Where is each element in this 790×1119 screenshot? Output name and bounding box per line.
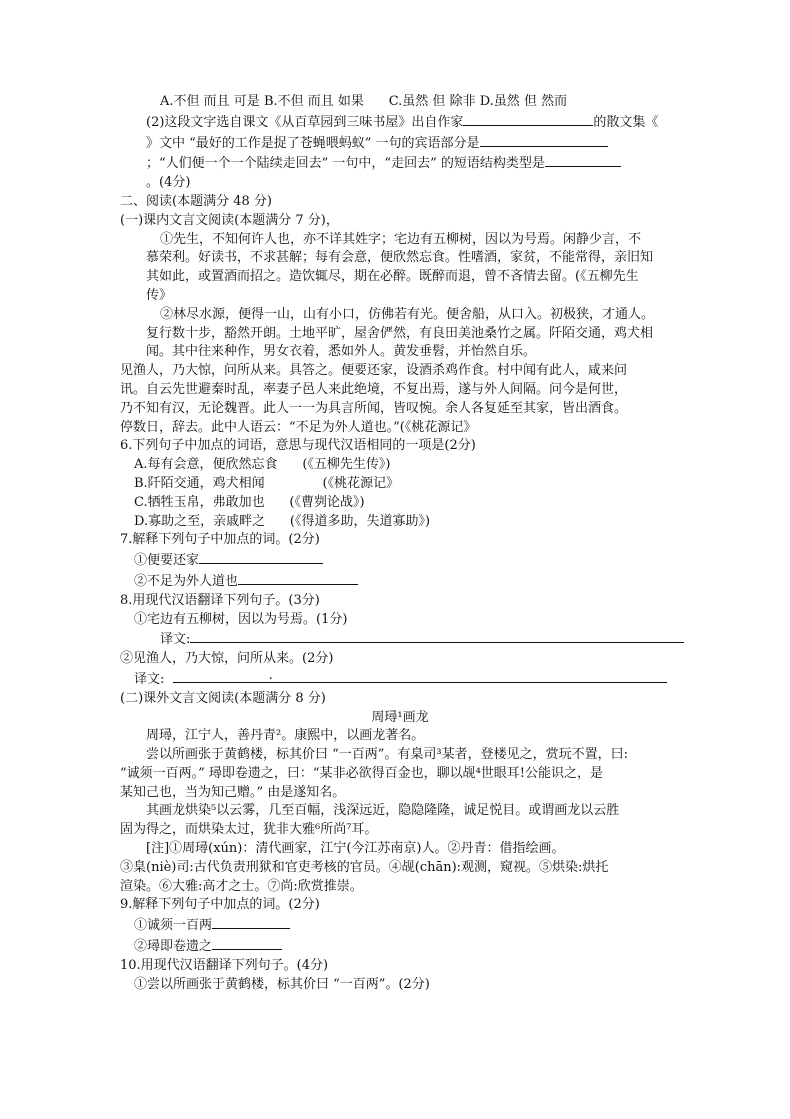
q6-c-source: (《曹刿论战》) — [289, 494, 365, 510]
q10-stem: 10.用现代汉语翻译下列句子。(4分) — [120, 957, 329, 973]
passage3-line: 尝以所画张于黄鹤楼，标其价曰 “一百两”。有臬司³某者，登楼见之，赏玩不置，曰: — [146, 747, 629, 763]
q8-translation-1 — [120, 629, 680, 650]
q9-item-1 — [120, 915, 680, 936]
q2-line-4: 。(4分) — [146, 175, 191, 191]
q1-option-b: B.不但 而且 如果 — [263, 94, 364, 109]
q1-option-a: A.不但 而且 可是 — [160, 94, 260, 109]
author-blank[interactable] — [463, 112, 593, 126]
q2-text-1: (2)这段文字选自课文《从百草园到三味书屋》出自作家 — [146, 114, 464, 130]
q10-item-1: ①尝以所画张于黄鹤楼，标其价曰 “一百两”。(2分) — [134, 976, 430, 992]
q7-answer-1[interactable] — [199, 550, 323, 564]
q2-text-3: ；“人们便一个一个陆续走回去” 一句中，“走回去” 的短语结构类型是 — [146, 156, 545, 172]
object-blank[interactable] — [480, 133, 608, 147]
translation-label: 译文: — [134, 671, 165, 687]
q9-item-2-text: ②璕即卷遗之 — [134, 939, 213, 955]
q1-options — [120, 93, 680, 112]
passage3-line: 其画龙烘染⁵以云雾，几至百幅，浅深远近，隐隐隆隆，诚足悦目。或谓画龙以云胜 — [146, 803, 620, 819]
exam-page — [120, 93, 680, 994]
q1-option-c: C.虽然 但 除非 — [388, 94, 476, 109]
translation-label: 译文: — [160, 632, 191, 648]
q7-stem: 7.解释下列句子中加点的词。(2分) — [120, 532, 320, 548]
q2-line-2 — [120, 133, 680, 154]
q6-option-c — [120, 494, 680, 513]
q8-stem: 8.用现代汉语翻译下列句子。(3分) — [120, 592, 320, 608]
q7-item-1-text: ①便要还家 — [134, 553, 200, 569]
q2-text-1b: 的散文集《 — [593, 114, 659, 130]
q8-answer-2[interactable] — [173, 669, 667, 683]
notes-line: [注]①周璕(xún)：清代画家，江宁(今江苏南京)人。②丹青：借指绘画。 — [146, 841, 565, 857]
q1-option-d: D.虽然 但 然而 — [479, 94, 568, 109]
q6-b-text: B.阡陌交通，鸡犬相闻 — [134, 475, 265, 491]
passage3-line: 某知己也，当为知己赠。” 由是遂知名。 — [120, 784, 346, 800]
passage3-line: 周璕，江宁人，善丹青²。康熙中，以画龙著名。 — [146, 728, 425, 744]
q6-option-b — [120, 475, 680, 494]
passage2-line: 停数日，辞去。此中人语云：“不足为外人道也。”(《桃花源记》 — [120, 419, 477, 435]
passage2-line: 讯。自云先世避秦时乱，率妻子邑人来此绝境，不复出焉，遂与外人间隔。问今是何世， — [120, 381, 628, 397]
q2-line-3 — [120, 153, 680, 174]
q7-answer-2[interactable] — [238, 571, 358, 585]
q7-item-2 — [120, 571, 680, 592]
notes-line: 渲染。⑥大雅:高才之士。⑦尚:欣赏推崇。 — [120, 878, 363, 894]
passage2-line: 复行数十步，豁然开朗。土地平旷，屋舍俨然，有良田美池桑竹之属。阡陌交通，鸡犬相 — [146, 325, 654, 341]
q9-item-2 — [120, 936, 680, 957]
q6-option-a — [120, 456, 680, 475]
structure-blank[interactable] — [545, 153, 621, 167]
section-2-heading: 二、阅读(本题满分 48 分) — [120, 193, 272, 209]
q6-a-text: A.每有会意，便欣然忘食 — [134, 457, 278, 473]
passage1-line: 慕荣利。好读书，不求甚解；每有会意，便欣然忘食。性嗜酒，家贫，不能常得，亲旧知 — [146, 250, 654, 266]
q8-answer-1[interactable] — [190, 629, 684, 643]
passage1-line: 其如此，或置酒而招之。造饮辄尽，期在必醉。既醉而退，曾不吝情去留。(《五柳先生 — [146, 269, 639, 285]
q6-d-source: (《得道多助，失道寡助》) — [289, 513, 431, 529]
subsection-1-heading: (一)课内文言文阅读(本题满分 7 分)， — [120, 212, 339, 228]
q6-a-source: (《五柳先生传》) — [302, 457, 391, 473]
q2-line-1 — [120, 112, 680, 133]
passage2-line: 乃不知有汉，无论魏晋。此人一一为具言所闻，皆叹惋。余人各复延至其家，皆出酒食。 — [120, 400, 628, 416]
q6-option-d — [120, 513, 680, 532]
notes-line: ③臬(niè)司:古代负责刑狱和官吏考核的官员。④觇(chān):观测，窥视。⑤烘染:烘托 — [120, 859, 609, 875]
passage2-line: 见渔人，乃大惊，问所从来。具答之。便要还家，设酒杀鸡作食。村中闻有此人，咸来问 — [120, 363, 628, 379]
q6-b-source: (《桃花源记》 — [322, 475, 400, 491]
passage1-line: 传》 — [146, 287, 173, 303]
passage2-line: ②林尽水源，便得一山，山有小口，仿佛若有光。便舍船，从口入。初极狭，才通人。 — [160, 306, 655, 322]
q6-d-text: D.寡助之至，亲戚畔之 — [134, 513, 266, 529]
passage-title: 周璕¹画龙 — [371, 709, 429, 725]
q9-answer-1[interactable] — [212, 915, 290, 929]
q6-stem: 6.下列句子中加点的词语，意思与现代汉语相同的一项是(2分) — [120, 438, 476, 454]
q8-translation-2 — [120, 669, 680, 690]
q8-item-2: ②见渔人，乃大惊，问所从来。(2分) — [120, 651, 334, 667]
passage3-line: “诚须一百两。” 璕即卷遗之，曰：“某非必欲得百金也，聊以觇⁴世眼耳!公能识之，是 — [120, 765, 604, 781]
subsection-2-heading: (二)课外文言文阅读(本题满分 8 分) — [120, 690, 326, 706]
passage1-line: ①先生，不知何许人也，亦不详其姓字；宅边有五柳树，因以为号焉。闲静少言，不 — [160, 231, 642, 247]
q7-item-1 — [120, 550, 680, 571]
q6-c-text: C.牺牲玉帛，弗敢加也 — [134, 494, 265, 510]
q9-stem: 9.解释下列句子中加点的词。(2分) — [120, 897, 320, 913]
passage3-line: 固为得之，而烘染太过，犹非大雅⁶所尚⁷耳。 — [120, 822, 378, 838]
q2-text-2: 》文中 “最好的工作是捉了苍蝇喂蚂蚁” 一句的宾语部分是 — [146, 135, 480, 151]
q7-item-2-text: ②不足为外人道也 — [134, 573, 239, 589]
answer-dot: . — [268, 667, 273, 683]
q9-item-1-text: ①诚须一百两 — [134, 918, 213, 934]
q9-answer-2[interactable] — [212, 936, 282, 950]
q8-item-1: ①宅边有五柳树，因以为号焉。(1分) — [134, 611, 348, 627]
passage2-line: 闻。其中往来种作，男女衣着，悉如外人。黄发垂髫，并怡然自乐。 — [146, 344, 537, 360]
